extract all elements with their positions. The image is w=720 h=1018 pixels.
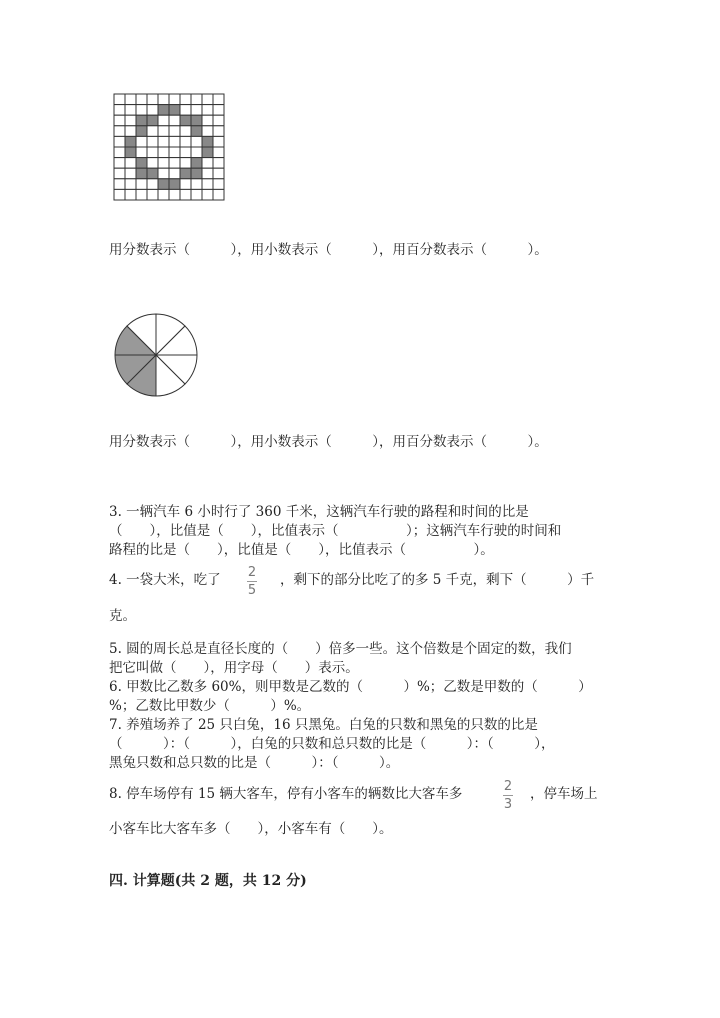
grid-cell [202, 115, 213, 126]
grid-cell [191, 94, 202, 105]
grid-cell [169, 158, 180, 169]
grid-cell [147, 158, 158, 169]
grid-cell [114, 94, 125, 105]
q3-line-1: 3. 一辆汽车 6 小时行了 360 千米，这辆汽车行驶的路程和时间的比是 [109, 504, 529, 520]
grid-cell-shaded [136, 168, 147, 179]
grid-cell [114, 147, 125, 158]
grid-cell [169, 94, 180, 105]
grid-cell [213, 136, 224, 147]
grid-cell [114, 126, 125, 137]
q8-fraction-bar [503, 795, 513, 796]
q8-line-2: 小客车比大客车多（ ），小客车有（ ）。 [109, 821, 393, 837]
grid-cell [136, 105, 147, 116]
grid-cell [213, 147, 224, 158]
grid-cell-shaded [136, 115, 147, 126]
q8-fraction [503, 780, 513, 811]
grid-cell-shaded [191, 158, 202, 169]
grid-cell-shaded [147, 115, 158, 126]
grid-cell [213, 126, 224, 137]
q7-line-1: 7. 养殖场养了 25 只白兔，16 只黑兔。白兔的只数和黑兔的只数的比是 [109, 717, 538, 733]
grid-cell [191, 105, 202, 116]
grid-cell [125, 126, 136, 137]
grid-cell [147, 136, 158, 147]
grid-cell [158, 147, 169, 158]
q8-fraction-denominator: 3 [503, 797, 513, 812]
grid-cell [202, 189, 213, 200]
grid-cell [180, 94, 191, 105]
grid-cell [114, 158, 125, 169]
grid-cell [125, 168, 136, 179]
grid-cell [191, 136, 202, 147]
grid-cell-shaded [202, 136, 213, 147]
grid-cell [169, 189, 180, 200]
grid-cell [125, 158, 136, 169]
grid-cell [180, 147, 191, 158]
grid-cell-shaded [180, 168, 191, 179]
grid-cell [114, 136, 125, 147]
grid-cell-shaded [191, 115, 202, 126]
q4-line-1-before: 4. 一袋大米，吃了 [109, 572, 221, 588]
section-heading: 四. 计算题(共 2 题，共 12 分) [109, 873, 307, 889]
q4-fraction-bar [247, 581, 257, 582]
grid-cell [147, 147, 158, 158]
grid-cell [114, 179, 125, 190]
grid-cell [202, 94, 213, 105]
grid-cell [180, 189, 191, 200]
grid-cell-shaded [202, 147, 213, 158]
q4-line-1-after: ，剩下的部分比吃了的多 5 千克，剩下（ ）千 [280, 572, 595, 588]
grid-cell [180, 126, 191, 137]
grid-cell [169, 115, 180, 126]
grid-cell-shaded [147, 168, 158, 179]
grid-cell [202, 179, 213, 190]
q1-fill-line: 用分数表示（ ），用小数表示（ ），用百分数表示（ ）。 [109, 242, 548, 258]
grid-cell [169, 126, 180, 137]
grid-cell [213, 158, 224, 169]
grid-cell [191, 189, 202, 200]
grid-cell [136, 136, 147, 147]
grid-cell [213, 105, 224, 116]
grid-cell [191, 147, 202, 158]
grid-cell [213, 115, 224, 126]
grid-cell [180, 136, 191, 147]
grid-cell [202, 158, 213, 169]
q6-line-1: 6. 甲数比乙数多 60%，则甲数是乙数的（ ）%；乙数是甲数的（ ） [109, 679, 592, 695]
grid-cell-shaded [169, 105, 180, 116]
grid-cell-shaded [191, 168, 202, 179]
grid-cell [158, 126, 169, 137]
pie-figure [113, 312, 199, 398]
grid-cell [213, 189, 224, 200]
grid-cell [169, 168, 180, 179]
grid-cell [136, 94, 147, 105]
grid-cell-shaded [136, 158, 147, 169]
grid-cell [136, 179, 147, 190]
grid-cell [180, 158, 191, 169]
grid-cell [114, 168, 125, 179]
q8-line-1-after: ，停车场上 [530, 786, 598, 802]
q8-fraction-numerator: 2 [503, 779, 513, 794]
q4-fraction-numerator: 2 [247, 565, 257, 580]
q4-line-2: 克。 [109, 608, 136, 624]
grid-cell [158, 158, 169, 169]
grid-cell [169, 136, 180, 147]
q6-line-2: %；乙数比甲数少（ ）%。 [109, 698, 311, 714]
grid-cell [147, 179, 158, 190]
grid-cell [125, 105, 136, 116]
grid-cell-shaded [158, 105, 169, 116]
grid-cell [213, 179, 224, 190]
grid-cell [147, 105, 158, 116]
grid-cell [213, 168, 224, 179]
q2-fill-line: 用分数表示（ ），用小数表示（ ），用百分数表示（ ）。 [109, 434, 548, 450]
grid-cell [147, 126, 158, 137]
grid-cell [202, 168, 213, 179]
q5-line-1: 5. 圆的周长总是直径长度的（ ）倍多一些。这个倍数是个固定的数，我们 [109, 641, 572, 657]
q4-fraction [247, 566, 257, 597]
grid-cell [125, 189, 136, 200]
grid-cell-shaded [125, 147, 136, 158]
grid-cell [158, 115, 169, 126]
grid-cell-shaded [136, 126, 147, 137]
q5-line-2: 把它叫做（ ），用字母（ ）表示。 [109, 660, 359, 676]
grid-cell [202, 126, 213, 137]
grid-cell [158, 94, 169, 105]
grid-cell-shaded [158, 179, 169, 190]
grid-cell [180, 179, 191, 190]
grid-cell [147, 189, 158, 200]
grid-cell [136, 189, 147, 200]
q3-line-3: 路程的比是（ ），比值是（ ），比值表示（ ）。 [109, 542, 494, 558]
grid-cell [180, 105, 191, 116]
grid-cell [136, 147, 147, 158]
grid-cell [125, 179, 136, 190]
grid-cell [125, 115, 136, 126]
q7-line-2: （ ）：（ ），白兔的只数和总只数的比是（ ）：（ ）， [109, 736, 555, 752]
grid-cell [158, 136, 169, 147]
q4-fraction-denominator: 5 [247, 583, 257, 598]
grid-cell [191, 179, 202, 190]
grid-cell-shaded [180, 115, 191, 126]
grid-figure [113, 93, 226, 201]
grid-cell [202, 105, 213, 116]
grid-cell [114, 115, 125, 126]
grid-cell [213, 94, 224, 105]
grid-cell [169, 147, 180, 158]
q7-line-3: 黑兔只数和总只数的比是（ ）：（ ）。 [109, 755, 400, 771]
grid-cell [158, 168, 169, 179]
grid-cell [114, 189, 125, 200]
grid-cell [158, 189, 169, 200]
q3-line-2: （ ），比值是（ ），比值表示（ ）；这辆汽车行驶的时间和 [109, 523, 562, 539]
grid-cell [114, 105, 125, 116]
q8-line-1-before: 8. 停车场停有 15 辆大客车，停有小客车的辆数比大客车多 [109, 786, 463, 802]
grid-cell-shaded [191, 126, 202, 137]
grid-cell-shaded [169, 179, 180, 190]
grid-cell [125, 94, 136, 105]
grid-cell-shaded [125, 136, 136, 147]
grid-cell [147, 94, 158, 105]
